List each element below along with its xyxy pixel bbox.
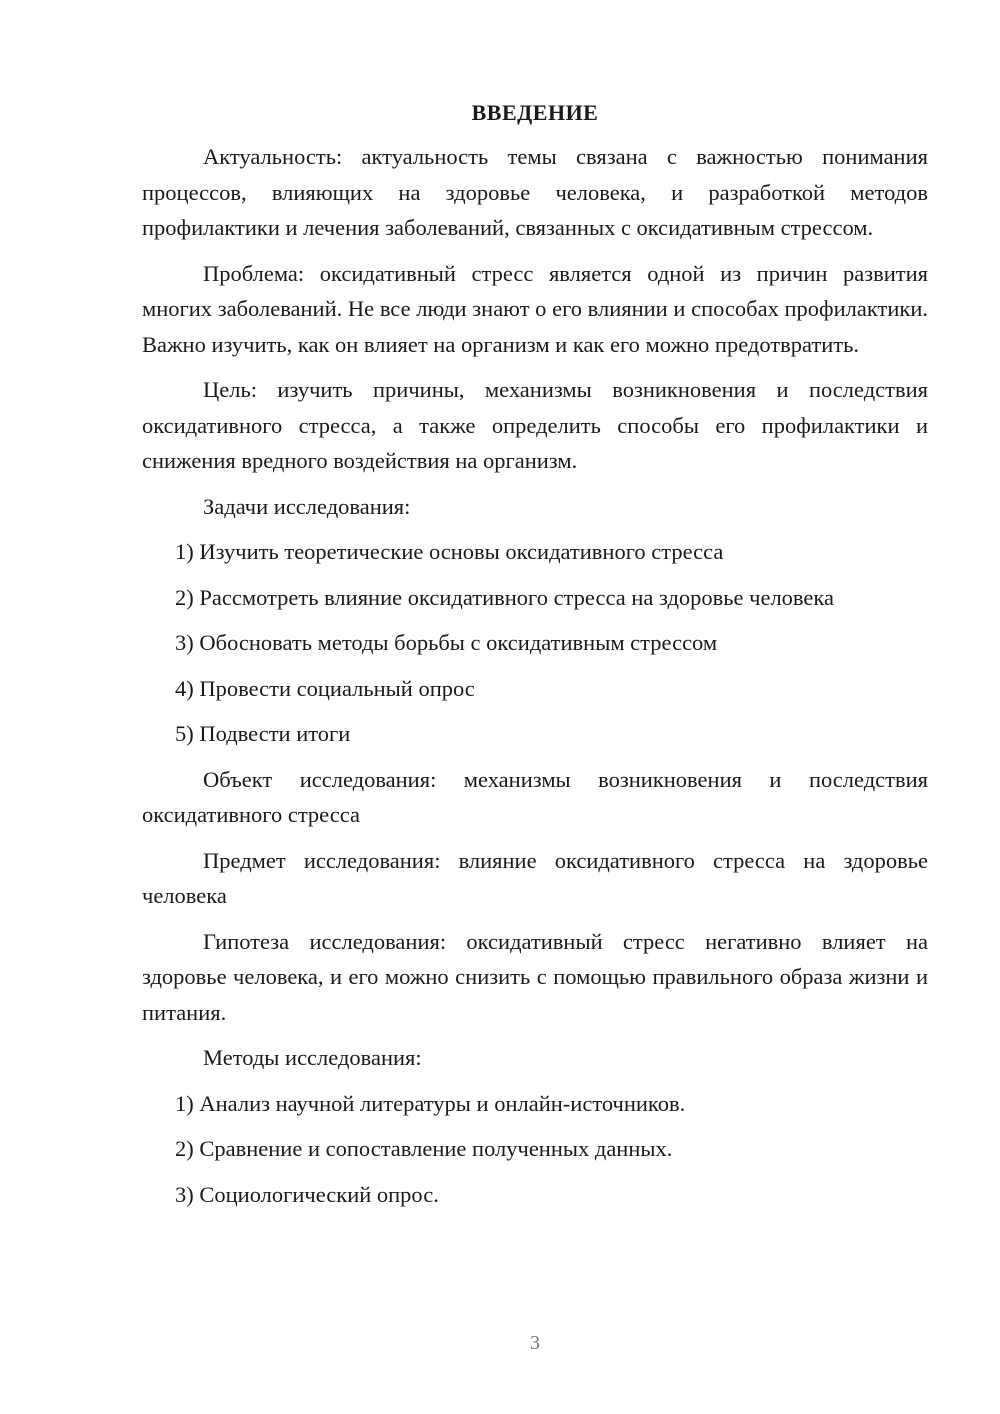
section-title: ВВЕДЕНИЕ xyxy=(471,100,599,125)
method-item: 3) Социологический опрос. xyxy=(175,1181,439,1207)
task-item: 2) Рассмотреть влияние оксидативного стресса на здоровье человека xyxy=(175,584,834,610)
object-paragraph: Объект исследования: механизмы возникновения и последствия оксидативного стресса xyxy=(142,766,928,827)
subject-paragraph: Предмет исследования: влияние оксидативного стресса на здоровье человека xyxy=(142,847,928,908)
task-item: 4) Провести социальный опрос xyxy=(175,675,475,701)
tasks-heading: Задачи исследования: xyxy=(203,493,411,519)
page-number: 3 xyxy=(530,1332,540,1354)
task-item: 5) Подвести итоги xyxy=(175,721,351,746)
relevance-paragraph: Актуальность: актуальность темы связана с важностью понимания процессов, влияющих на здоровье человека, и разработкой методов профилактики и лечения заболеваний, связанных с оксидативным стрессом. xyxy=(142,144,928,240)
method-item: 2) Сравнение и сопоставление полученных данных. xyxy=(175,1136,673,1161)
goal-paragraph: Цель: изучить причины, механизмы возникновения и последствия оксидативного стресса, а также определить способы его профилактики и снижения вредного воздействия на организм. xyxy=(142,377,928,473)
document-page xyxy=(142,95,928,1222)
methods-list xyxy=(142,1086,928,1213)
problem-paragraph: Проблема: оксидативный стресс является одной из причин развития многих заболеваний. Не все люди знают о его влиянии и способах профилактики. Важно изучить, как он влияет на организм и как его можно предотвратить. xyxy=(142,260,928,357)
method-item: 1) Анализ научной литературы и онлайн-источников. xyxy=(175,1090,686,1116)
task-item: 3) Обосновать методы борьбы с оксидативным стрессом xyxy=(175,630,718,655)
tasks-list xyxy=(142,534,928,752)
hypothesis-paragraph: Гипотеза исследования: оксидативный стресс негативно влияет на здоровье человека, и его можно снизить с помощью правильного образа жизни и питания. xyxy=(142,928,928,1025)
methods-heading: Методы исследования: xyxy=(203,1045,422,1070)
task-item: 1) Изучить теоретические основы оксидативного стресса xyxy=(175,539,724,564)
